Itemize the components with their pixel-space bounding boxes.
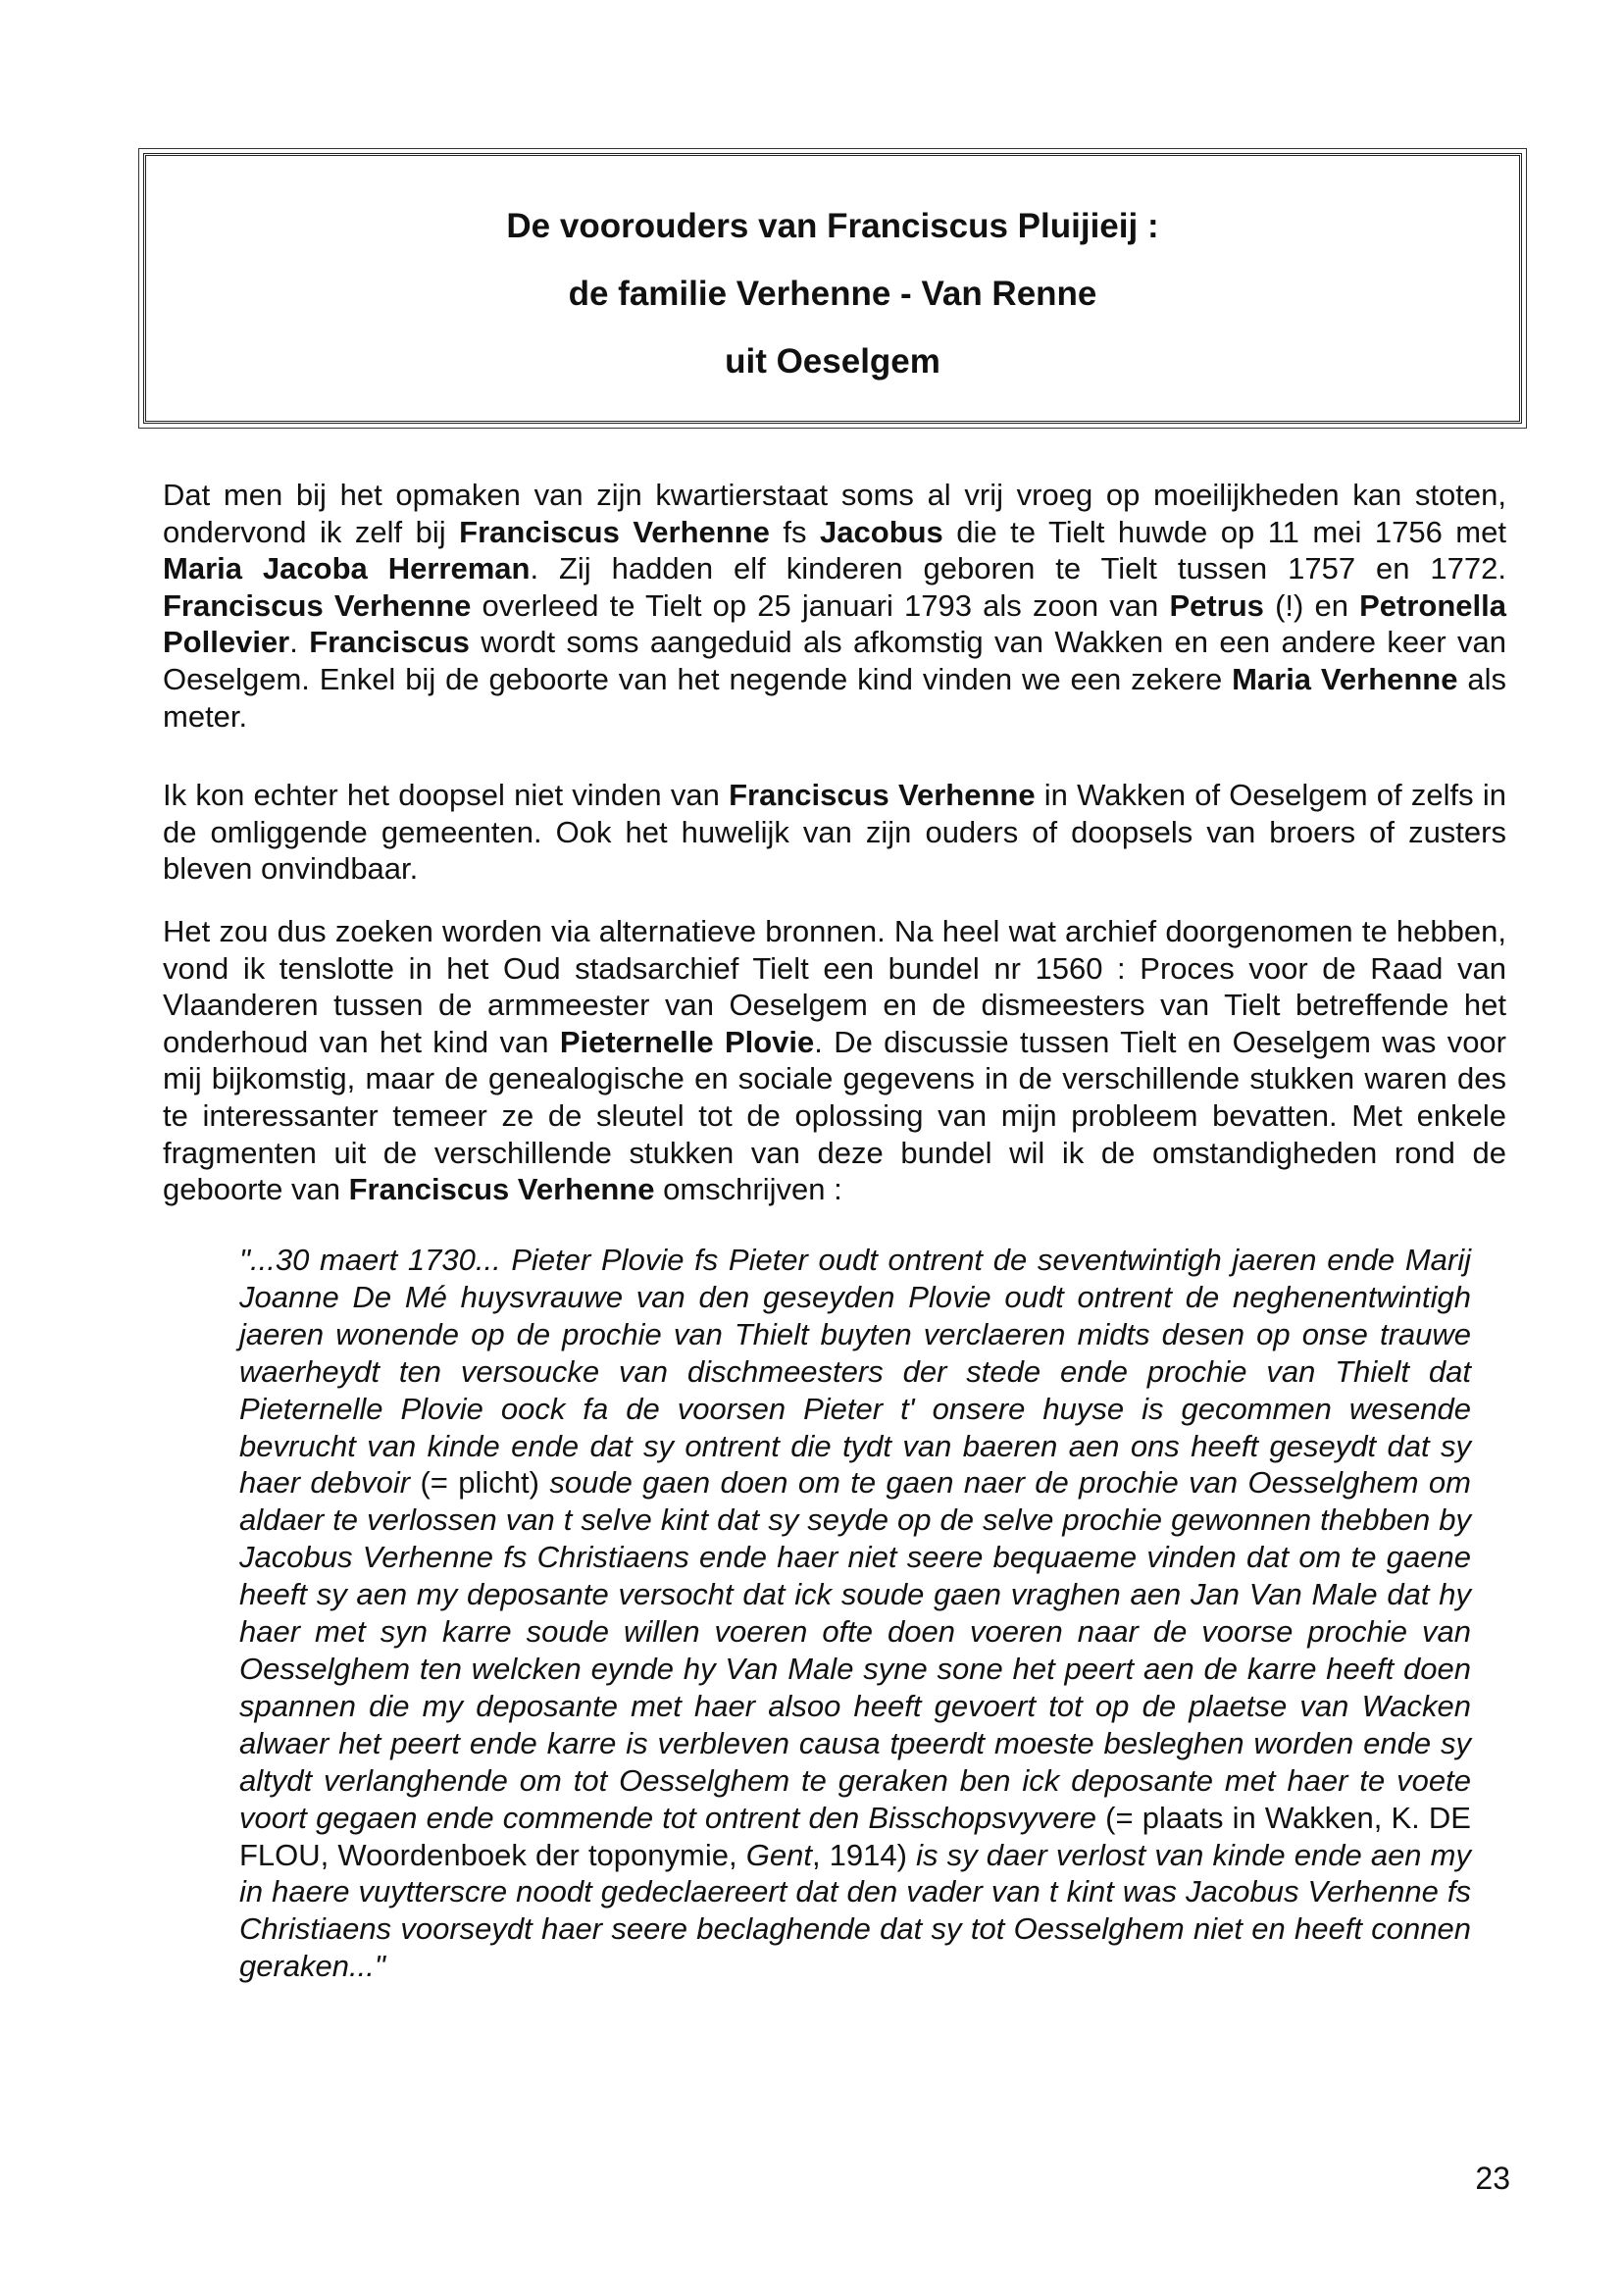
archival-quote: "...30 maert 1730... Pieter Plovie fs Pieter oudt ontrent de seventwintigh jaeren ende Marij Joanne De Mé huysvrauwe van den geseyden Plovie oudt ontrent de neghenentwintigh jaeren wonende op de prochie van Thielt buyten verclaeren midts desen op onse trauwe waerheydt ten versoucke van dischmeesters der stede ende prochie van Thielt dat Pieternelle Plovie oock fa de voorsen Pieter t' onsere huyse is gecommen wesende bevrucht van kinde ende dat sy ontrent die tydt van baeren aen ons heeft geseydt dat sy haer debvoir (= plicht) soude gaen doen om te gaen naer de prochie van Oesselghem om aldaer te verlossen van t selve kint dat sy seyde op de selve prochie gewonnen thebben by Jacobus Verhenne fs Christiaens ende haer niet seere bequaeme vinden dat om te gaene heeft sy aen my deposante versocht dat ick soude gaen vraghen aen Jan Van Male dat hy haer met syn karre soude willen voeren ofte doen voeren naar de voorse prochie van Oesselghem ten welcken eynde hy Van Male syne sone het peert aen de karre heeft doen spannen die my deposante met haer alsoo heeft gevoert tot op de plaetse van Wacken alwaer het peert ende karre is verbleven causa tpeerdt moeste besleghen worden ende sy altydt verlanghende om tot Oesselghem te geraken ben ick deposante met haer te voete voort gegaen ende commende tot ontrent den Bisschopsvyvere (= plaats in Wakken, K. DE FLOU, Woordenboek der toponymie, Gent, 1914) is sy daer verlost van kinde ende aen my in haere vuytterscre noodt gedeclaereert dat den vader van t kint was Jacobus Verhenne fs Christiaens voorseydt haer seere beclaghende dat sy tot Oesselghem niet en heeft connen geraken..."	[239, 1243, 1471, 1984]
title-box	[143, 153, 1522, 424]
paragraph-2: Ik kon echter het doopsel niet vinden van Franciscus Verhenne in Wakken of Oeselgem of zelfs in de omliggende gemeenten. Ook het huwelijk van zijn ouders of doopsels van broers of zusters bleven onvindbaar.	[163, 778, 1506, 887]
title-line-3: uit Oeselgem	[725, 342, 940, 381]
page-number: 23	[1475, 2161, 1510, 2196]
paragraph-1: Dat men bij het opmaken van zijn kwartierstaat soms al vrij vroeg op moeilijkheden kan stoten, ondervond ik zelf bij Franciscus Verhenne fs Jacobus die te Tielt huwde op 11 mei 1756 met Maria Jacoba Herreman. Zij hadden elf kinderen geboren te Tielt tussen 1757 en 1772. Franciscus Verhenne overleed te Tielt op 25 januari 1793 als zoon van Petrus (!) en Petronella Pollevier. Franciscus wordt soms aangeduid als afkomstig van Wakken en een andere keer van Oeselgem. Enkel bij de geboorte van het negende kind vinden we een zekere Maria Verhenne als meter.	[163, 478, 1506, 734]
paragraph-3: Het zou dus zoeken worden via alternatieve bronnen. Na heel wat archief doorgenomen te hebben, vond ik tenslotte in het Oud stadsarchief Tielt een bundel nr 1560 : Proces voor de Raad van Vlaanderen tussen de armmeester van Oeselgem en de dismeesters van Tielt betreffende het onderhoud van het kind van Pieternelle Plovie. De discussie tussen Tielt en Oeselgem was voor mij bijkomstig, maar de genealogische en sociale gegevens in de verschillende stukken waren des te interessanter temeer ze de sleutel tot de oplossing van mijn probleem bevatten. Met enkele fragmenten uit de verschillende stukken van deze bundel wil ik de omstandigheden rond de geboorte van Franciscus Verhenne omschrijven :	[163, 914, 1506, 1207]
title-line-1: De voorouders van Franciscus Pluijieij :	[506, 207, 1159, 245]
title-line-2: de familie Verhenne - Van Renne	[568, 275, 1097, 313]
